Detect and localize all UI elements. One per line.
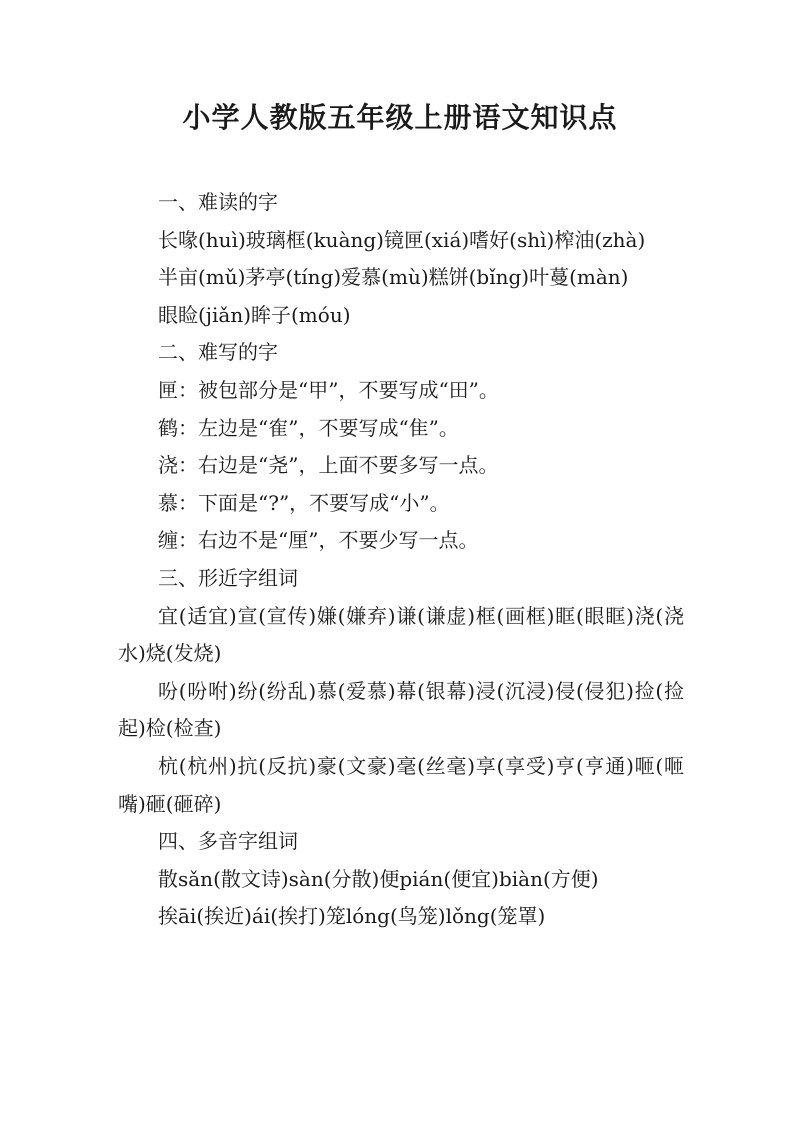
paragraph: 半亩(mǔ)茅亭(tíng)爱慕(mù)糕饼(bǐng)叶蔓(màn) xyxy=(158,265,629,290)
paragraph: 散sǎn(散文诗)sàn(分散)便pián(便宜)biàn(方便) xyxy=(158,866,599,891)
paragraph: 吩(吩咐)纷(纷乱)慕(爱慕)幕(银幕)浸(沉浸)侵(侵犯)捡(捡起)检(检查) xyxy=(118,678,684,741)
paragraph: 浇：右边是“尧”，上面不要多写一点。 xyxy=(158,453,499,478)
paragraph: 眼睑(jiǎn)眸子(móu) xyxy=(158,302,351,327)
section-heading: 四、多音字组词 xyxy=(158,829,298,854)
paragraph: 宜(适宜)宣(宣传)嫌(嫌弃)谦(谦虚)框(画框)眶(眼眶)浇(浇水)烧(发烧) xyxy=(118,603,684,666)
paragraph: 长喙(huì)玻璃框(kuàng)镜匣(xiá)嗜好(shì)榨油(zhà) xyxy=(158,227,646,252)
paragraph: 匣：被包部分是“甲”，不要写成“田”。 xyxy=(158,377,499,402)
paragraph: 挨āi(挨近)ái(挨打)笼lóng(鸟笼)lǒng(笼罩) xyxy=(158,904,546,929)
section-heading: 三、形近字组词 xyxy=(158,565,298,590)
section-heading: 二、难写的字 xyxy=(158,340,278,365)
paragraph: 杭(杭州)抗(反抗)豪(文豪)毫(丝毫)享(享受)亨(亨通)咂(咂嘴)砸(砸碎) xyxy=(118,753,684,816)
paragraph: 缠：右边不是“厘”，不要少写一点。 xyxy=(158,528,479,553)
section-heading: 一、难读的字 xyxy=(158,190,278,214)
page-title: 小学人教版五年级上册语文知识点 xyxy=(182,101,618,134)
document-body xyxy=(118,184,684,936)
paragraph: 慕：下面是“?”，不要写成“小”。 xyxy=(158,490,450,515)
paragraph: 鹤：左边是“隺”，不要写成“隹”。 xyxy=(158,415,459,440)
